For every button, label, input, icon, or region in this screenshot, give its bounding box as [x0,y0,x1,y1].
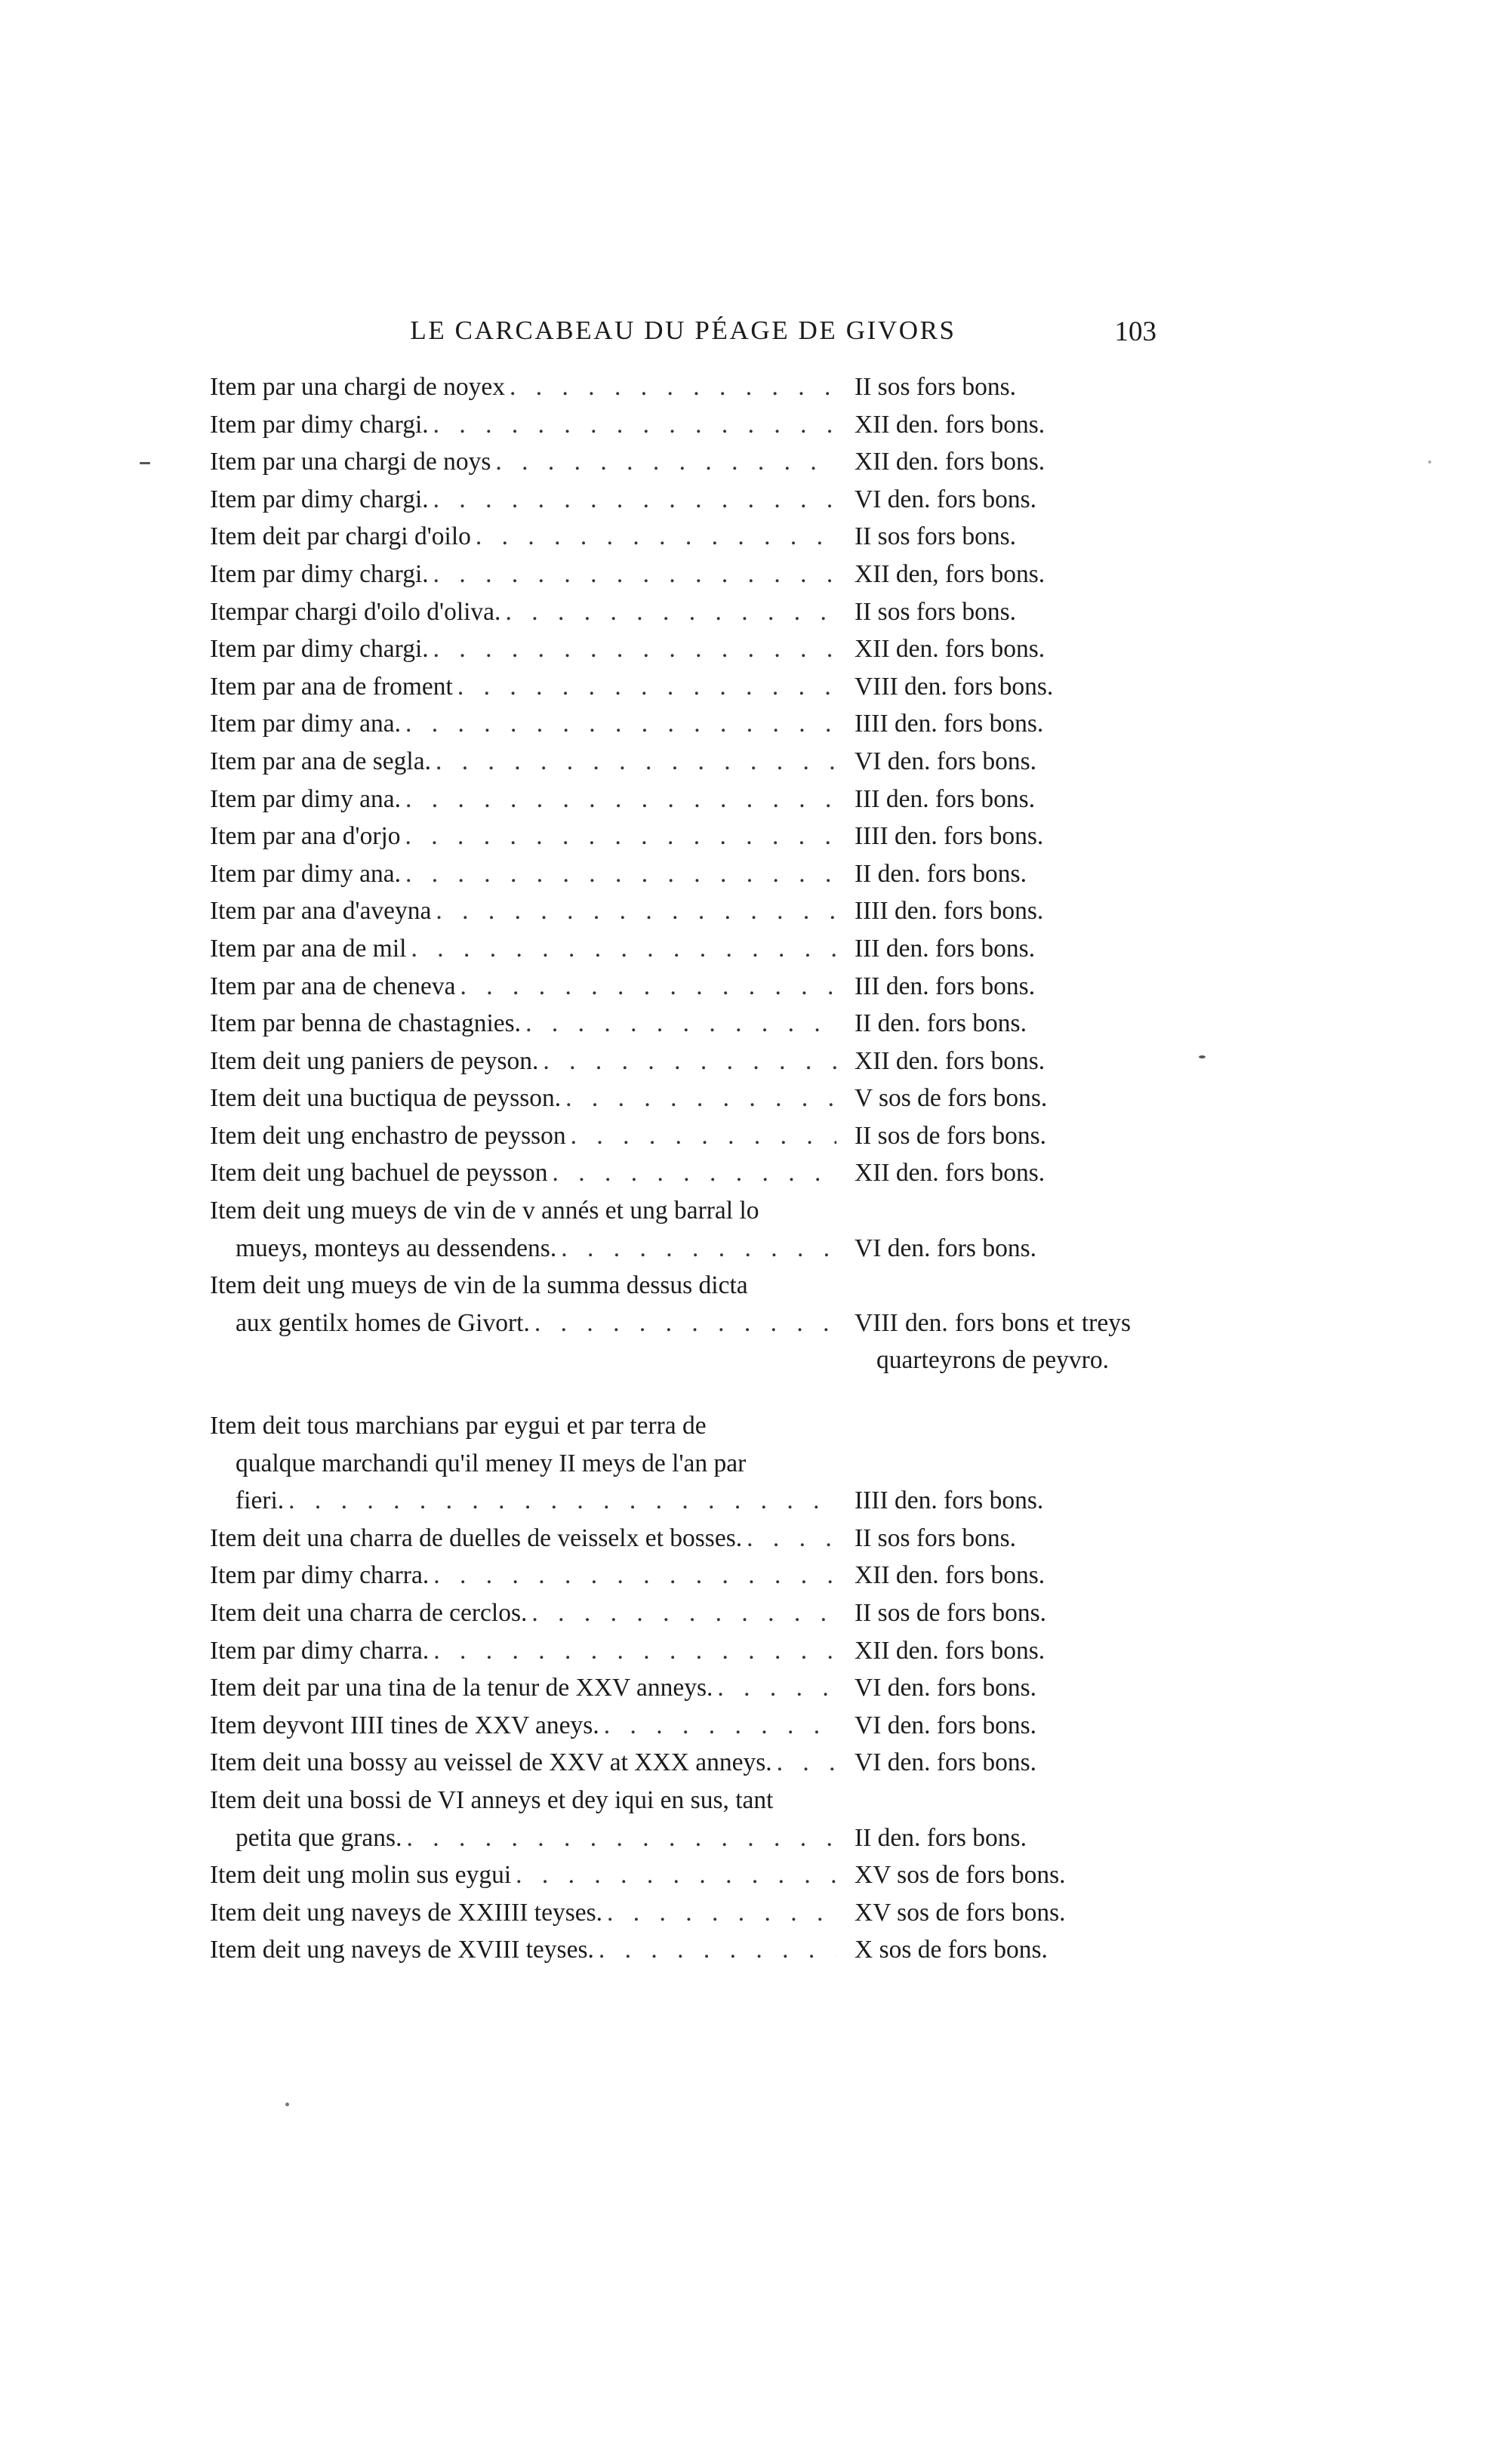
toll-rate: II den. fors bons. [855,859,1027,888]
entry-text: Item deit una buctiqua de peysson. [210,1084,562,1113]
dot-leader [547,1154,836,1192]
dot-leader [471,518,836,556]
dot-leader [456,968,837,1006]
print-speck [285,2103,289,2106]
entry-description [210,743,836,781]
toll-rate: XII den. fors bons. [855,1561,1045,1590]
entry-text: qualque marchandi qu'il meney II meys de l'an par [236,1449,747,1477]
entry-line-with-leader [210,668,836,706]
toll-rate: VI den. fors bons. [855,1748,1036,1777]
entry-line-with-leader [210,481,836,519]
entry-description [210,443,836,481]
entry-text: Item deit ung enchastro de peysson [210,1121,566,1150]
tariff-entry [210,892,1156,930]
entry-text: Item par dimy ana. [210,710,402,738]
dot-leader [431,743,836,781]
entry-text: Item deyvont IIII tines de XXV aneys. [210,1711,599,1739]
toll-rate: XII den. fors bons. [855,448,1045,476]
dot-leader [491,443,836,481]
entry-description [210,1894,836,1932]
tariff-entry [210,1594,1156,1632]
dot-leader [401,818,836,855]
dot-leader [505,368,836,406]
toll-rate: II sos de fors bons. [855,1121,1047,1150]
entry-text: Item par dimy chargi. [210,635,429,664]
entry-line-with-leader [210,1819,836,1857]
toll-rate: II sos fors bons. [855,522,1017,551]
toll-rate: IIII den. fors bons. [855,710,1044,738]
tariff-entry [210,1856,1156,1894]
entry-text: Item par ana de mil [210,934,407,963]
entry-description [210,968,836,1006]
entry-description [210,630,836,668]
entry-line-with-leader [210,630,836,668]
entry-line-with-leader [210,556,836,593]
entry-text: Item par dimy chargi. [210,485,429,513]
entry-text: Item deit par una tina de la tenur de XXV anneys. [210,1674,713,1702]
dot-leader [401,855,836,893]
dot-leader [429,556,836,593]
tariff-entry [210,781,1156,818]
entry-line-with-leader [210,1557,836,1594]
dot-leader [713,1669,836,1707]
entry-text: Item par benna de chastagnies. [210,1009,522,1038]
entry-line-with-leader [210,818,836,855]
toll-tariff-list [210,368,1156,1969]
toll-rate: II sos fors bons. [855,1523,1017,1552]
entry-line-with-leader [210,406,836,444]
entry-description [210,1931,836,1969]
tariff-entry [210,818,1156,855]
toll-rate: VIII den. fors bons et treys quarteyrons de peyvro. [855,1308,1131,1375]
toll-rate: XII den. fors bons. [855,1159,1045,1188]
dot-leader [431,892,836,930]
tariff-entry [210,1267,1156,1379]
entry-description [210,481,836,519]
entry-text: Itempar chargi d'oilo d'oliva. [210,597,501,626]
entry-text: Item deit tous marchians par eygui et par terra de [210,1412,707,1440]
toll-rate: XV sos de fors bons. [855,1898,1066,1927]
entry-line-with-leader [210,1894,836,1932]
entry-description [210,930,836,968]
entry-description [210,1154,836,1192]
entry-description [210,1267,836,1342]
dot-leader [530,1305,836,1342]
entry-description [210,1782,836,1856]
entry-line-with-leader [210,1154,836,1192]
tariff-entry [210,668,1156,706]
entry-description [210,855,836,893]
tariff-entry [210,1005,1156,1043]
entry-line-with-leader [210,1669,836,1707]
entry-description [210,1407,836,1520]
tariff-entry [210,1557,1156,1594]
toll-rate: XII den. fors bons. [855,1046,1045,1075]
dot-leader [594,1931,836,1969]
entry-description [210,668,836,706]
toll-rate: XII den, fors bons. [855,559,1045,588]
entry-description [210,818,836,855]
entry-text: Item par dimy ana. [210,859,402,888]
entry-line-with-leader [210,593,836,631]
entry-line-with-leader [210,1931,836,1969]
tariff-entry [210,1043,1156,1080]
entry-text: Item par dimy chargi. [210,559,429,588]
entry-text: mueys, monteys au dessendens. [236,1234,557,1262]
tariff-entry [210,1707,1156,1745]
tariff-entry [210,593,1156,631]
dot-leader [284,1482,836,1520]
entry-line-with-leader [210,892,836,930]
toll-rate: XII den. fors bons. [855,410,1045,439]
entry-line [210,1192,836,1230]
tariff-entry [210,1669,1156,1707]
entry-description [210,1520,836,1557]
tariff-entry [210,630,1156,668]
entry-text: Item deit ung molin sus eygui [210,1861,512,1890]
dot-leader [401,781,836,818]
entry-line-with-leader [210,1744,836,1782]
entry-description [210,556,836,593]
entry-line-with-leader [210,705,836,743]
entry-line-with-leader [210,1043,836,1080]
entry-text: Item par ana de segla. [210,747,431,775]
entry-description [210,1557,836,1594]
toll-rate: XII den. fors bons. [855,1636,1045,1665]
tariff-entry [210,1632,1156,1670]
entry-line-with-leader [210,1482,836,1520]
tariff-entry [210,518,1156,556]
entry-description [210,1005,836,1043]
entry-line [210,1267,836,1305]
entry-description [210,1117,836,1155]
tariff-entry [210,1154,1156,1192]
entry-text: petita que grans. [236,1823,402,1852]
dot-leader [453,668,836,706]
entry-description [210,1632,836,1670]
toll-rate: II sos fors bons. [855,373,1017,401]
dot-leader [429,1632,836,1670]
dot-leader [742,1520,836,1557]
entry-line-with-leader [210,1005,836,1043]
dot-leader [527,1594,836,1632]
entry-text: Item deit ung bachuel de peysson [210,1159,548,1188]
toll-rate: VIII den. fors bons. [855,672,1054,701]
toll-rate: II den. fors bons. [855,1823,1027,1852]
print-speck [1428,461,1431,464]
entry-description [210,892,836,930]
entry-text: Item par dimy ana. [210,784,402,813]
page-number: 103 [1114,316,1156,347]
entry-line-with-leader [210,1080,836,1117]
dot-leader [511,1856,836,1894]
entry-description [210,1080,836,1117]
tariff-entry [210,1520,1156,1557]
entry-text: fieri. [236,1486,285,1515]
running-head: LE CARCABEAU DU PÉAGE DE GIVORS [410,316,956,345]
dot-leader [602,1894,836,1932]
entry-line-with-leader [210,1305,836,1342]
entry-line-with-leader [210,968,836,1006]
dot-leader [429,1557,836,1594]
toll-rate: IIII den. fors bons. [855,822,1044,851]
tariff-entry [210,930,1156,968]
entry-text: Item deit ung paniers de peyson. [210,1046,539,1075]
entry-line-with-leader [210,1117,836,1155]
entry-text: Item par ana de froment [210,672,453,701]
dot-leader [401,705,836,743]
entry-line-with-leader [210,1594,836,1632]
entry-description [210,1043,836,1080]
entry-description [210,1744,836,1782]
print-speck [1199,1055,1206,1058]
dot-leader [566,1117,836,1155]
tariff-entry [210,968,1156,1006]
entry-text: Item par ana de cheneva [210,972,456,1000]
dot-leader [772,1744,836,1782]
entry-text: Item deit una charra de cerclos. [210,1599,528,1627]
tariff-entry [210,481,1156,519]
entry-line-with-leader [210,855,836,893]
tariff-entry [210,1080,1156,1117]
tariff-entry [210,1744,1156,1782]
toll-rate: II den. fors bons. [855,1009,1027,1038]
toll-rate: X sos de fors bons. [855,1936,1048,1964]
entry-line-with-leader [210,1707,836,1745]
entry-line-with-leader [210,743,836,781]
entry-text: Item par dimy chargi. [210,410,429,439]
entry-line-with-leader [210,1856,836,1894]
entry-text: Item deit ung naveys de XVIII teyses. [210,1936,594,1964]
entry-line-with-leader [210,518,836,556]
dot-leader [521,1005,836,1043]
entry-text: Item deit una bossi de VI anneys et dey iqui en sus, tant [210,1785,774,1814]
page-header [210,316,1156,355]
entry-text: Item deit ung mueys de vin de v annés et ung barral lo [210,1197,759,1225]
tariff-entry [210,855,1156,893]
entry-line-with-leader [210,781,836,818]
entry-description [210,368,836,406]
toll-rate: II sos de fors bons. [855,1599,1047,1627]
toll-rate: III den. fors bons. [855,934,1036,963]
tariff-entry [210,1782,1156,1856]
entry-text: Item par ana d'aveyna [210,897,432,926]
entry-text: Item deit ung mueys de vin de la summa dessus dicta [210,1271,748,1300]
entry-text: Item deit par chargi d'oilo [210,522,471,551]
entry-description [210,1192,836,1267]
toll-rate: XII den. fors bons. [855,635,1045,664]
toll-rate: VI den. fors bons. [855,1234,1036,1262]
tariff-entry [210,1407,1156,1520]
entry-line-with-leader [210,1520,836,1557]
entry-text: Item deit ung naveys de XXIIII teyses. [210,1898,603,1927]
entry-text: Item par ana d'orjo [210,822,401,851]
entry-description [210,1669,836,1707]
toll-rate: VI den. fors bons. [855,1674,1036,1702]
toll-rate: IIII den. fors bons. [855,897,1044,926]
tariff-entry [210,556,1156,593]
toll-rate: VI den. fors bons. [855,1711,1036,1739]
print-speck [140,462,150,464]
dot-leader [500,593,836,631]
toll-rate: V sos de fors bons. [855,1084,1048,1113]
entry-line [210,1407,836,1445]
entry-description [210,518,836,556]
toll-rate: IIII den. fors bons. [855,1486,1044,1515]
toll-rate: VI den. fors bons. [855,485,1036,513]
entry-text: Item deit una charra de duelles de veisselx et bosses. [210,1523,743,1552]
tariff-entry [210,1931,1156,1969]
entry-line-with-leader [210,930,836,968]
dot-leader [429,481,836,519]
entry-text: Item par dimy charra. [210,1636,430,1665]
entry-text: aux gentilx homes de Givort. [236,1308,530,1337]
entry-line-with-leader [210,368,836,406]
dot-leader [599,1707,836,1745]
toll-rate: II sos fors bons. [855,597,1017,626]
entry-line [210,1445,836,1483]
entry-text: Item par dimy charra. [210,1561,430,1590]
tariff-entry [210,1192,1156,1267]
tariff-entry [210,1894,1156,1932]
dot-leader [429,406,836,444]
tariff-entry [210,406,1156,444]
entry-description [210,1707,836,1745]
entry-line [210,1782,836,1819]
tariff-entry [210,368,1156,406]
toll-rate: III den. fors bons. [855,784,1036,813]
entry-text: Item par una chargi de noys [210,448,491,476]
tariff-entry [210,705,1156,743]
dot-leader [561,1080,836,1117]
dot-leader [556,1230,836,1268]
entry-description [210,781,836,818]
entry-text: Item deit una bossy au veissel de XXV at XXX anneys. [210,1748,772,1777]
dot-leader [406,930,836,968]
tariff-entry [210,1117,1156,1155]
toll-rate: III den. fors bons. [855,972,1036,1000]
toll-rate: XV sos de fors bons. [855,1861,1066,1890]
tariff-entry [210,443,1156,481]
entry-text: Item par una chargi de noyex [210,373,505,401]
entry-description [210,1594,836,1632]
entry-description [210,705,836,743]
dot-leader [402,1819,836,1857]
dot-leader [429,630,836,668]
entry-description [210,593,836,631]
entry-description [210,1856,836,1894]
dot-leader [538,1043,836,1080]
entry-line-with-leader [210,443,836,481]
entry-description [210,406,836,444]
tariff-entry [210,743,1156,781]
entry-line-with-leader [210,1230,836,1268]
entry-line-with-leader [210,1632,836,1670]
toll-rate: VI den. fors bons. [855,747,1036,775]
